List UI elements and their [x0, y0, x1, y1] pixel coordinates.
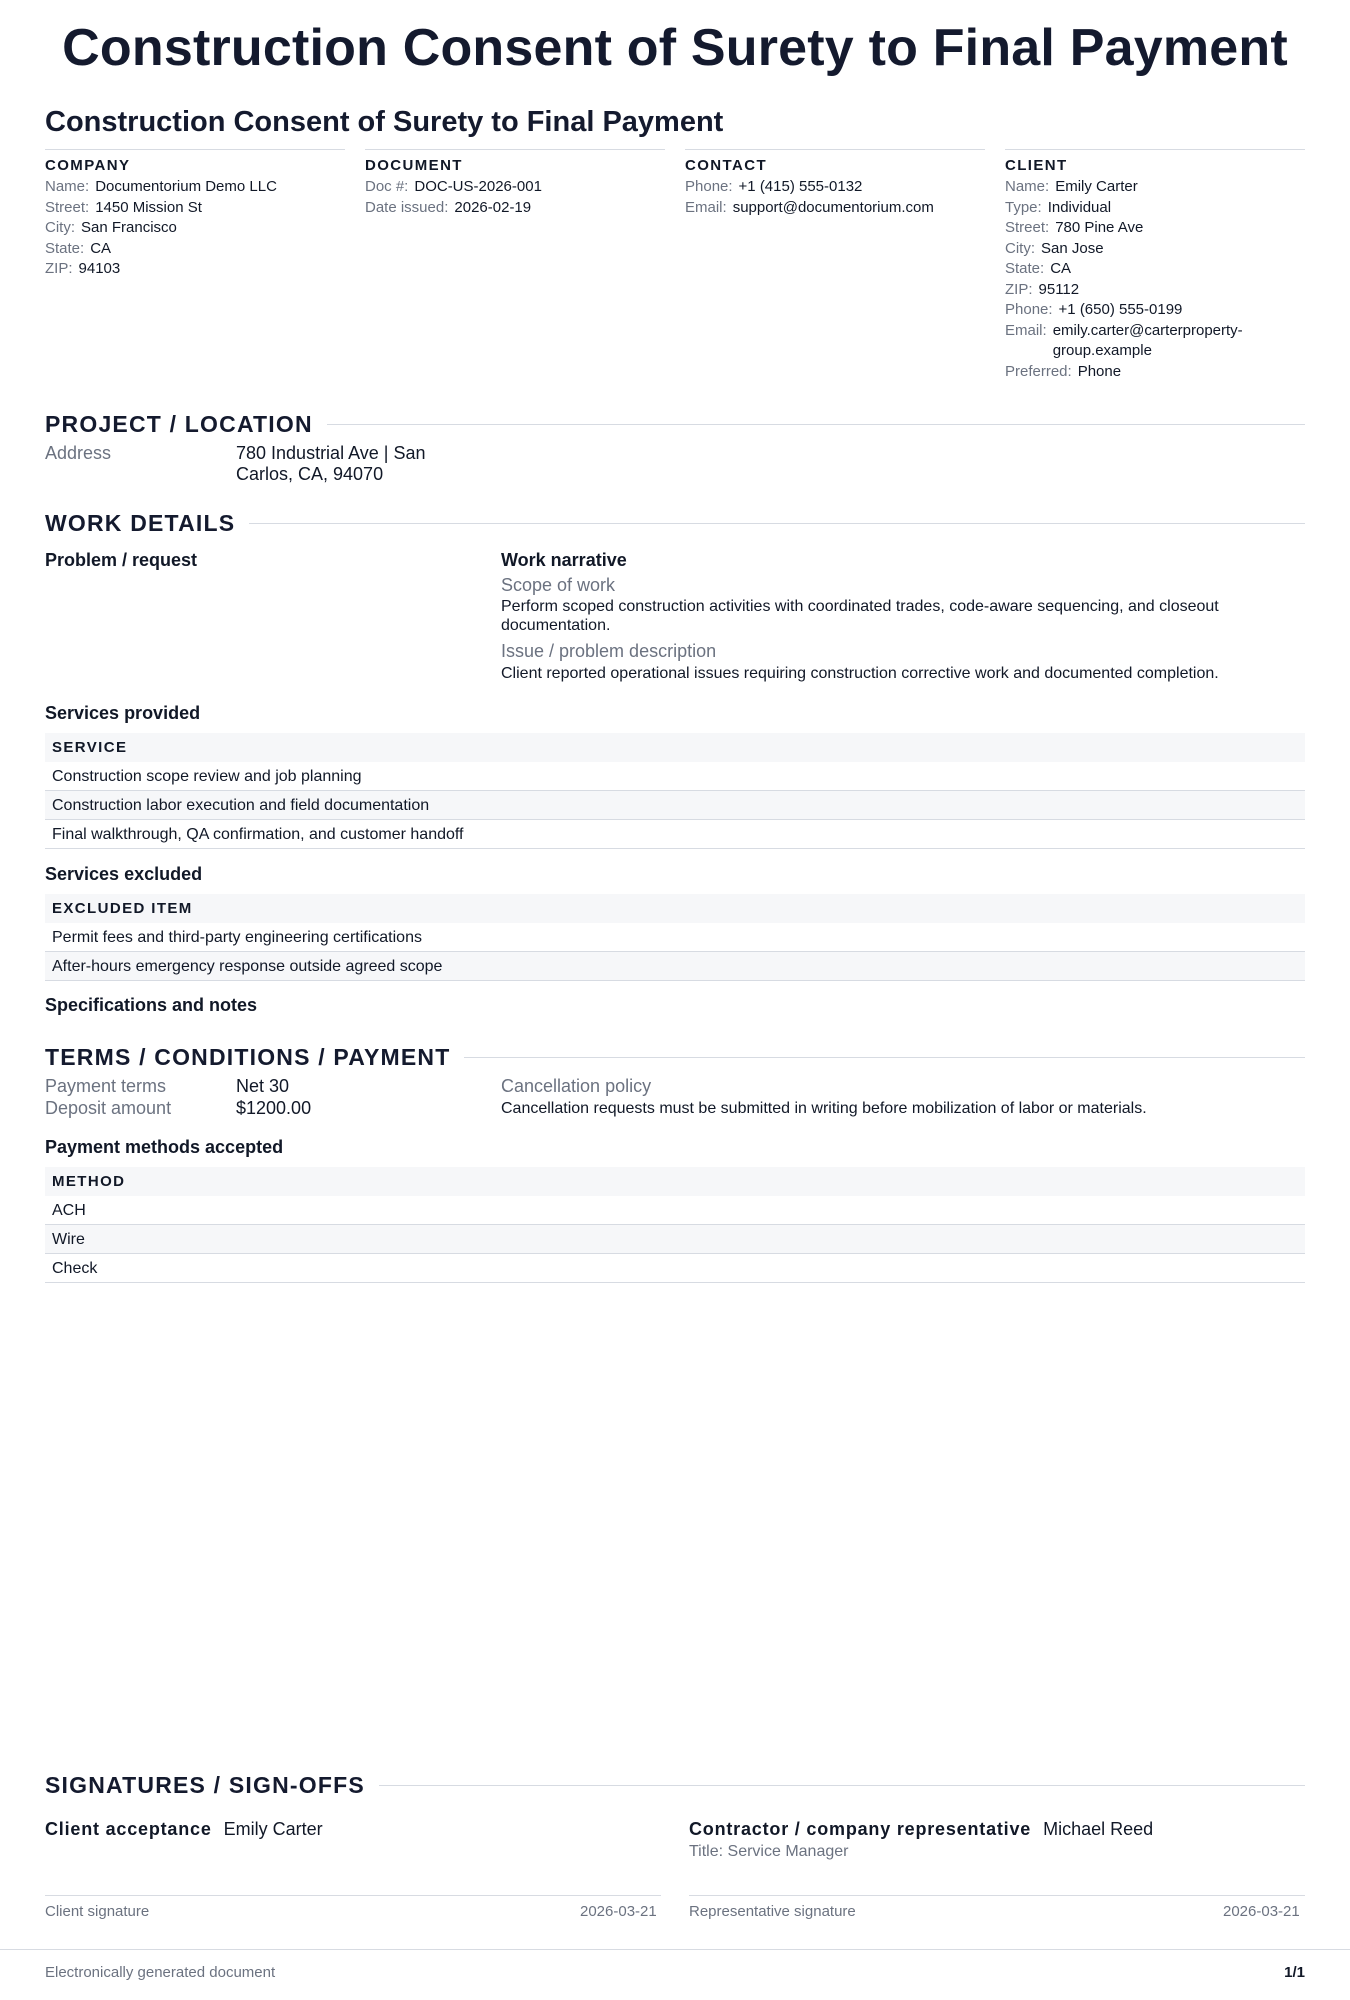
signatures-section-heading: SIGNATURES / SIGN-OFFS: [45, 1772, 1305, 1799]
address-label: Address: [45, 443, 112, 463]
services-excluded-heading: Services excluded: [45, 864, 203, 884]
client-name-row: Name: Emily Carter: [1005, 178, 1138, 195]
representative-signature-label: Representative signature: [689, 1903, 856, 1920]
doc-number-row: Doc #: DOC-US-2026-001: [365, 178, 542, 195]
page-number: 1/1: [1284, 1964, 1305, 1981]
scope-label: Scope of work: [501, 575, 616, 595]
excluded-table: [45, 894, 1305, 981]
services-provided-heading: Services provided: [45, 703, 201, 723]
table-row: ACH: [45, 1196, 1305, 1225]
client-heading: CLIENT: [1005, 157, 1068, 174]
company-zip-row: ZIP: 94103: [45, 260, 121, 277]
client-acceptance: Client acceptance Emily Carter: [45, 1819, 323, 1839]
client-signature-label: Client signature: [45, 1903, 150, 1920]
client-street-row: Street: 780 Pine Ave: [1005, 219, 1144, 236]
contact-heading: CONTACT: [685, 157, 768, 174]
client-email-row: Email: emily.carter@carterproperty-group.example: [1005, 321, 1243, 359]
client-state-row: State: CA: [1005, 260, 1072, 277]
terms-section-heading: TERMS / CONDITIONS / PAYMENT: [45, 1044, 1305, 1071]
doc-date-row: Date issued: 2026-02-19: [365, 198, 532, 216]
scope-text: Perform scoped construction activities with coordinated trades, code-aware sequencing, and closeout documentation.: [501, 598, 1219, 634]
specifications-heading: Specifications and notes: [45, 995, 258, 1015]
table-row: Wire: [45, 1225, 1305, 1254]
document-heading: DOCUMENT: [365, 157, 463, 174]
company-street-row: Street: 1450 Mission St: [45, 198, 202, 216]
client-signature-line: [45, 1895, 661, 1896]
representative-acceptance: Contractor / company representative Michael Reed: [689, 1819, 1154, 1839]
representative-signature-date: 2026-03-21: [1223, 1903, 1300, 1920]
page-title: Construction Consent of Surety to Final Payment: [62, 19, 1288, 77]
client-preferred-row: Preferred: Phone: [1005, 362, 1122, 380]
contact-block: [685, 149, 985, 382]
table-row: Construction scope review and job planning: [45, 762, 1305, 791]
client-zip-row: ZIP: 95112: [1005, 280, 1080, 298]
footer-note: Electronically generated document: [45, 1964, 276, 1981]
issue-label: Issue / problem description: [501, 641, 717, 661]
header-info-grid: [45, 149, 1305, 382]
issue-text: Client reported operational issues requiring construction corrective work and documented completion.: [501, 665, 1219, 682]
representative-signature-line: [689, 1895, 1305, 1896]
footer-divider: [0, 1949, 1350, 1950]
deposit-row: Deposit amount $1200.00: [45, 1098, 312, 1118]
cancellation-text: Cancellation requests must be submitted in writing before mobilization of labor or materials.: [501, 1100, 1147, 1117]
table-row: Permit fees and third-party engineering certifications: [45, 923, 1305, 952]
services-table: [45, 733, 1305, 849]
company-state-row: State: CA: [45, 239, 112, 257]
methods-column-header: METHOD: [45, 1167, 1305, 1196]
document-subtitle: Construction Consent of Surety to Final Payment: [45, 106, 724, 138]
client-type-row: Type: Individual: [1005, 198, 1112, 216]
services-column-header: SERVICE: [45, 733, 1305, 762]
representative-title: Title: Service Manager: [689, 1843, 849, 1860]
table-row: Final walkthrough, QA confirmation, and customer handoff: [45, 820, 1305, 849]
project-address-row: [45, 443, 476, 485]
client-phone-row: Phone: +1 (650) 555-0199: [1005, 301, 1183, 318]
client-signature-date: 2026-03-21: [580, 1903, 657, 1920]
table-row: Check: [45, 1254, 1305, 1283]
cancellation-label: Cancellation policy: [501, 1076, 652, 1096]
company-name-row: Name: Documentorium Demo LLC: [45, 178, 277, 195]
client-city-row: City: San Jose: [1005, 239, 1104, 257]
payment-terms-row: Payment terms Net 30: [45, 1076, 290, 1096]
contact-phone-row: Phone: +1 (415) 555-0132: [685, 178, 863, 195]
work-narrative-heading: Work narrative: [501, 550, 627, 570]
project-section-heading: PROJECT / LOCATION: [45, 411, 1305, 438]
problem-request-heading: Problem / request: [45, 550, 198, 570]
table-row: Construction labor execution and field documentation: [45, 791, 1305, 820]
work-section-heading: WORK DETAILS: [45, 510, 1305, 537]
payment-methods-heading: Payment methods accepted: [45, 1137, 284, 1157]
contact-email-row: Email: support@documentorium.com: [685, 198, 934, 216]
company-city-row: City: San Francisco: [45, 219, 177, 236]
address-value: 780 Industrial Ave | San Carlos, CA, 94070: [236, 443, 426, 484]
table-row: After-hours emergency response outside agreed scope: [45, 952, 1305, 981]
company-block: [45, 149, 345, 382]
excluded-column-header: EXCLUDED ITEM: [45, 894, 1305, 923]
document-block: [365, 149, 665, 382]
payment-methods-table: [45, 1167, 1305, 1283]
client-block: [1005, 149, 1305, 382]
company-heading: COMPANY: [45, 157, 131, 174]
